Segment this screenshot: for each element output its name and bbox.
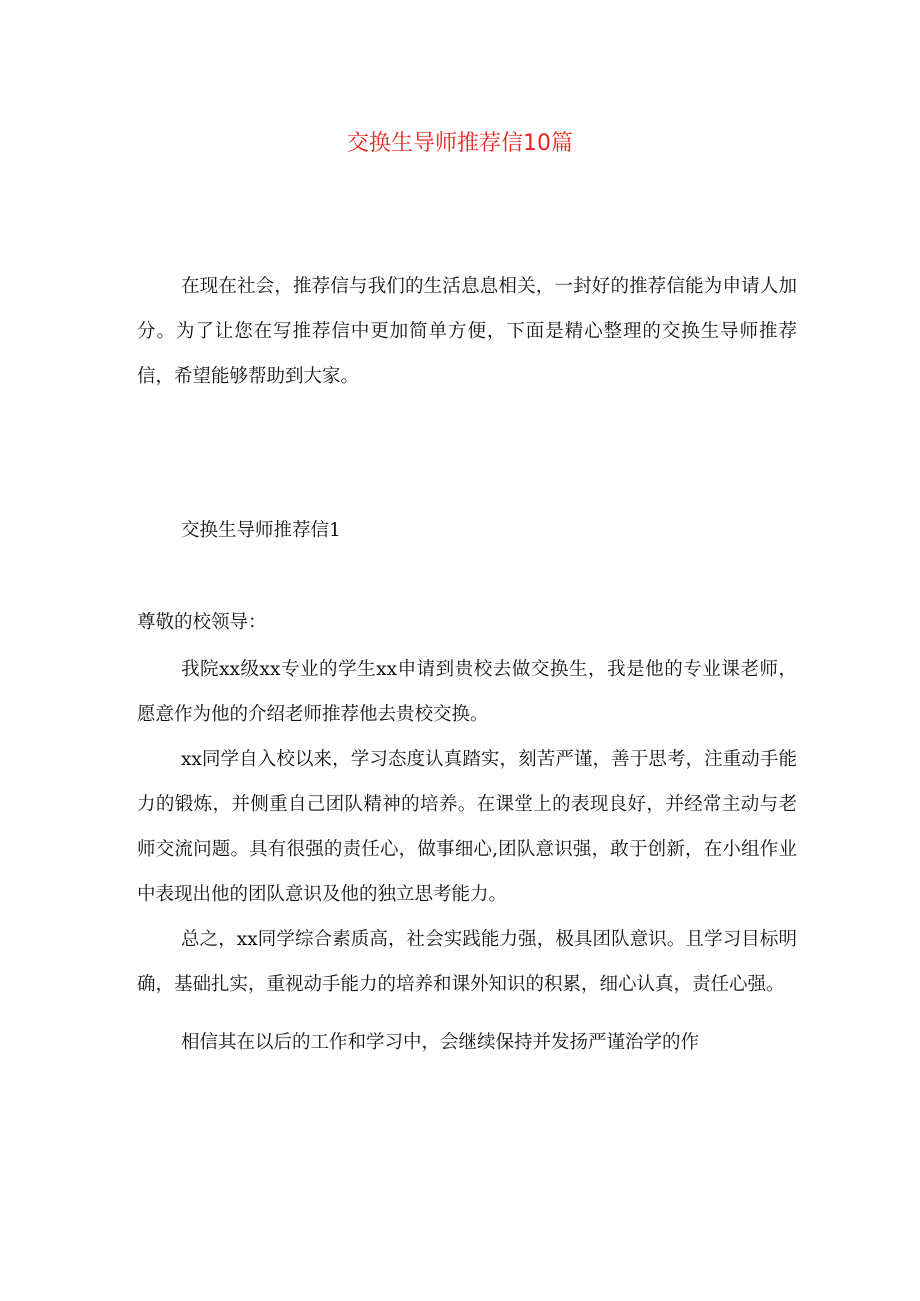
body-paragraph: 我院xx级xx专业的学生xx申请到贵校去做交换生，我是他的专业课老师，愿意作为他的介绍老师推荐他去贵校交换。 [137,659,797,725]
document-title: 交换生导师推荐信10篇 [347,131,573,156]
section-heading-block [137,508,797,553]
body-paragraph: xx同学自入校以来，学习态度认真踏实，刻苦严谨，善于思考，注重动手能力的锻炼，并侧重自己团队精神的培养。在课堂上的表现良好，并经常主动与老师交流问题。具有很强的责任心，做事细心,团队意识强，敢于创新，在小组作业中表现出他的团队意识及他的独立思考能力。 [137,749,797,905]
section-heading: 交换生导师推荐信1 [181,520,341,541]
body-paragraph: 相信其在以后的工作和学习中，会继续保持并发扬严谨治学的作 [181,1032,700,1053]
salutation-block [137,600,797,645]
intro-paragraph: 在现在社会，推荐信与我们的生活息息相关，一封好的推荐信能为申请人加分。为了让您在写推荐信中更加简单方便，下面是精心整理的交换生导师推荐信，希望能够帮助到大家。 [137,276,797,387]
intro-section [137,264,797,399]
body-paragraph: 总之，xx同学综合素质高，社会实践能力强，极具团队意识。且学习目标明确，基础扎实，重视动手能力的培养和课外知识的积累，细心认真，责任心强。 [137,929,797,995]
letter-body [137,647,797,1065]
salutation: 尊敬的校领导： [137,612,267,633]
